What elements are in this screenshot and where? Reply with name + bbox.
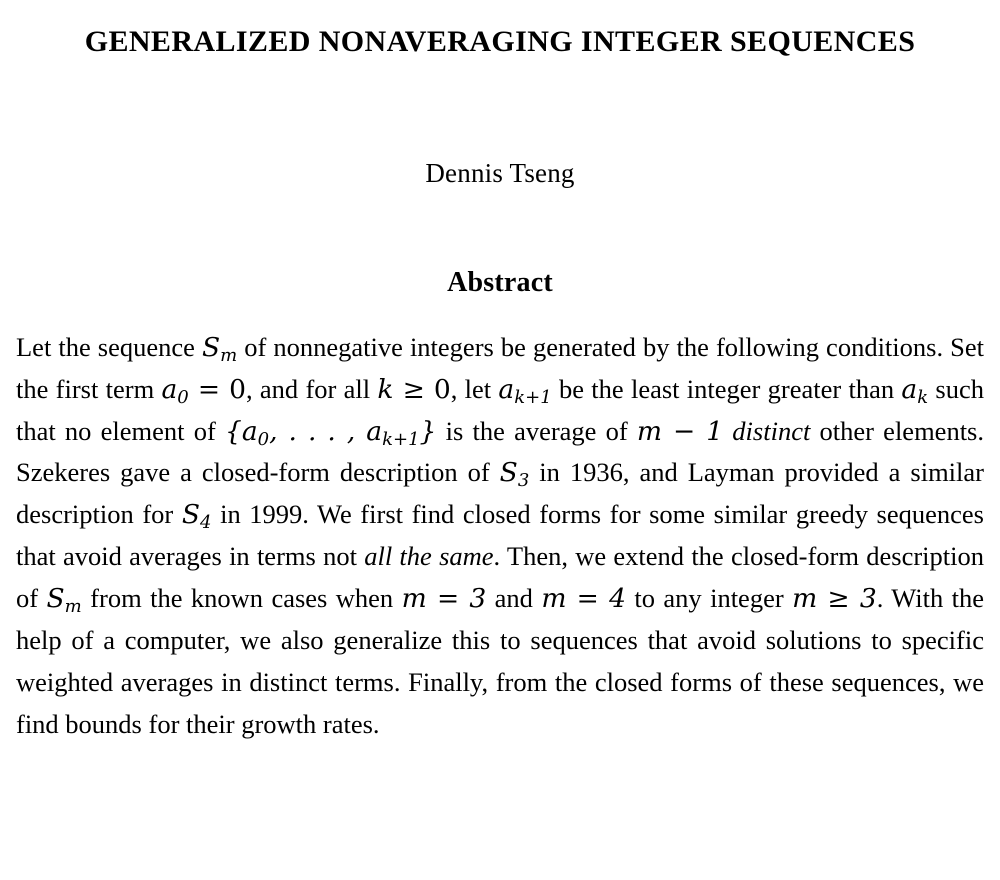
math-symbol: m − 1	[636, 415, 724, 447]
math-symbol: m ≥ 3	[792, 583, 877, 615]
math-symbol: $a_0$	[161, 373, 189, 408]
math-symbol: $S_4$	[181, 499, 212, 534]
math-symbol: $S_m$	[46, 583, 82, 618]
abstract-paragraph: Let the sequence $S_m$ of nonnegative integers be generated by the following conditions. Set the first term $a_0 = 0$, and for all k ≥ 0, let $a_{k+1}$ be the least integer greater than $a_k$ such that no element of {$a_0$, . . . , $a_{k+1}$} is the average of m − 1 distinct other elements. Szekeres gave a closed-form description of $S_3$ in 1936, and Layman provided a similar description for $S_4$ in 1999. We first find closed forms for some similar greedy sequences that avoid averages in terms not all the same. Then, we extend the closed-form description of $S_m$ from the known cases when m = 3 and m = 4 to any integer m ≥ 3. With the help of a computer, we also generalize this to sequences that avoid solutions to specific weighted averages in distinct terms. Finally, from the closed forms of these sequences, we find bounds for their growth rates.	[16, 331, 985, 739]
math-operator: =	[188, 373, 230, 405]
math-number: 0	[229, 373, 247, 405]
emphasis-text: all the same	[364, 541, 494, 572]
author-name: Dennis Tseng	[425, 157, 575, 188]
math-operator: ≥	[393, 373, 434, 405]
math-symbol: m = 4	[541, 583, 626, 615]
math-symbol: k	[377, 373, 394, 405]
math-set: {$a_0$, . . . , $a_{k+1}$}	[224, 415, 437, 450]
math-symbol: $a_{k+1}$	[498, 373, 552, 408]
abstract-heading: Abstract	[447, 266, 553, 298]
abstract-body	[16, 327, 984, 746]
math-symbol: $a_k$	[901, 373, 929, 408]
page-title: GENERALIZED NONAVERAGING INTEGER SEQUENCES	[84, 25, 916, 58]
math-symbol: m = 3	[401, 583, 487, 615]
math-number: 0	[433, 373, 451, 405]
math-symbol: $S_m$	[201, 331, 238, 366]
emphasis-text: distinct	[723, 415, 820, 446]
math-symbol: $S_3$	[499, 457, 530, 492]
